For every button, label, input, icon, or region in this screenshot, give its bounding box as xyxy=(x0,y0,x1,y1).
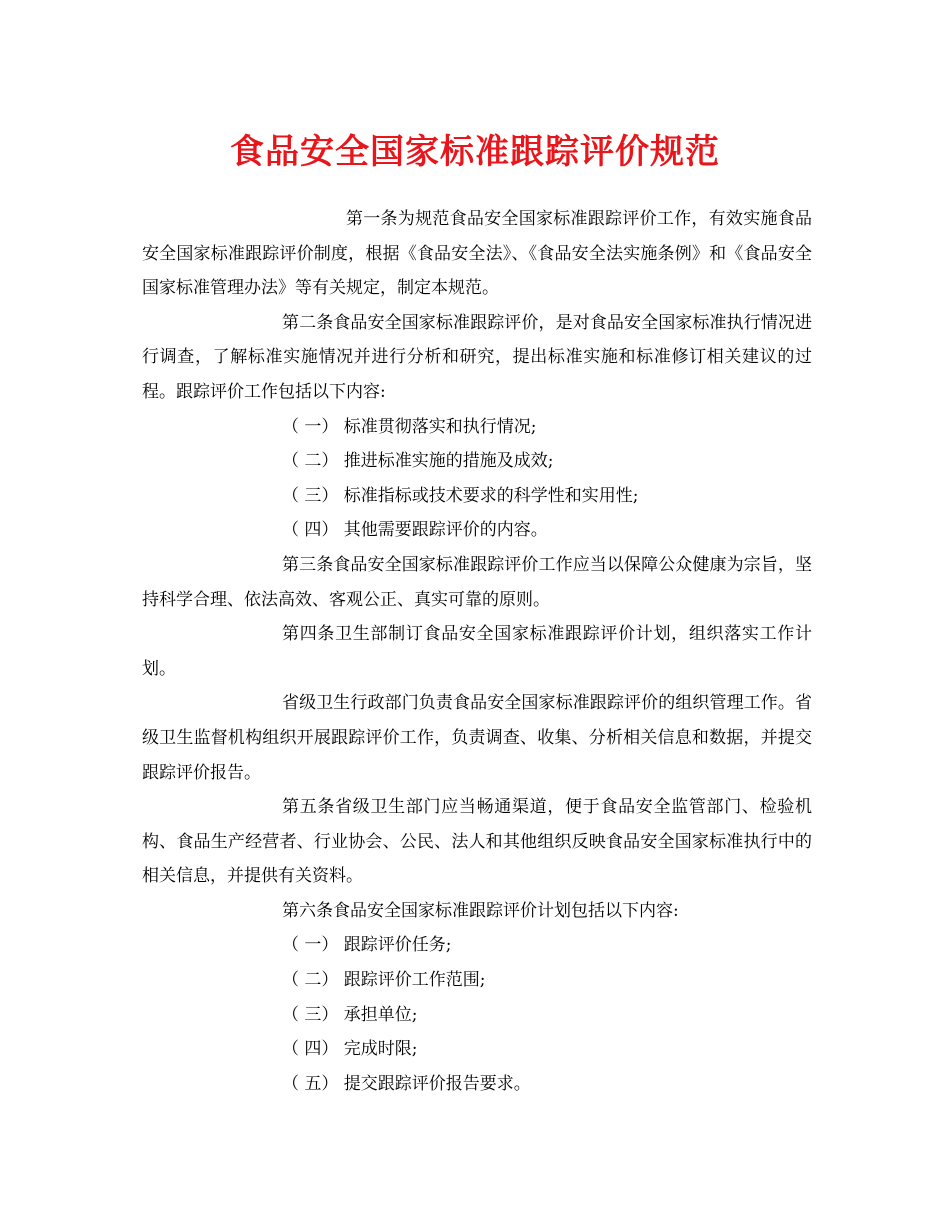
list-item: （ 一） 跟踪评价任务; xyxy=(282,935,452,956)
list-item: （ 三） 承担单位; xyxy=(282,1004,418,1025)
list-item: （ 二） 跟踪评价工作范围; xyxy=(282,970,486,991)
paragraph: 第三条食品安全国家标准跟踪评价工作应当以保障公众健康为宗旨，坚持科学合理、依法高效、客观公正、真实可靠的原则。 xyxy=(142,554,812,610)
list-item: （ 四） 完成时限; xyxy=(282,1039,418,1060)
document-body xyxy=(142,202,812,1101)
paragraph: 第五条省级卫生部门应当畅通渠道，便于食品安全监管部门、检验机构、食品生产经营者、行业协会、公民、法人和其他组织反映食品安全国家标准执行中的相关信息，并提供有关资料。 xyxy=(142,797,812,887)
list-item: （ 五） 提交跟踪评价报告要求。 xyxy=(282,1073,531,1094)
paragraph: 第一条为规范食品安全国家标准跟踪评价工作，有效实施食品安全国家标准跟踪评价制度，根据《食品安全法》、《食品安全法实施条例》和《食品安全国家标准管理办法》等有关规定，制定本规范。 xyxy=(142,209,812,299)
list-item: （ 二） 推进标准实施的措施及成效; xyxy=(282,451,554,472)
paragraph: 第四条卫生部制订食品安全国家标准跟踪评价计划，组织落实工作计划。 xyxy=(142,624,812,679)
list-item: （ 四） 其他需要跟踪评价的内容。 xyxy=(282,520,548,541)
page-title: 食品安全国家标准跟踪评价规范 xyxy=(230,132,720,172)
list-item: 第六条食品安全国家标准跟踪评价计划包括以下内容: xyxy=(282,900,679,921)
paragraph: 省级卫生行政部门负责食品安全国家标准跟踪评价的组织管理工作。省级卫生监督机构组织开展跟踪评价工作，负责调查、收集、分析相关信息和数据，并提交跟踪评价报告。 xyxy=(142,693,812,783)
list-item: （ 一） 标准贯彻落实和执行情况; xyxy=(282,416,537,437)
list-item: （ 三） 标准指标或技术要求的科学性和实用性; xyxy=(282,485,639,506)
paragraph: 第二条食品安全国家标准跟踪评价，是对食品安全国家标准执行情况进行调查，了解标准实施情况并进行分析和研究，提出标准实施和标准修订相关建议的过程。跟踪评价工作包括以下内容: xyxy=(142,312,812,402)
